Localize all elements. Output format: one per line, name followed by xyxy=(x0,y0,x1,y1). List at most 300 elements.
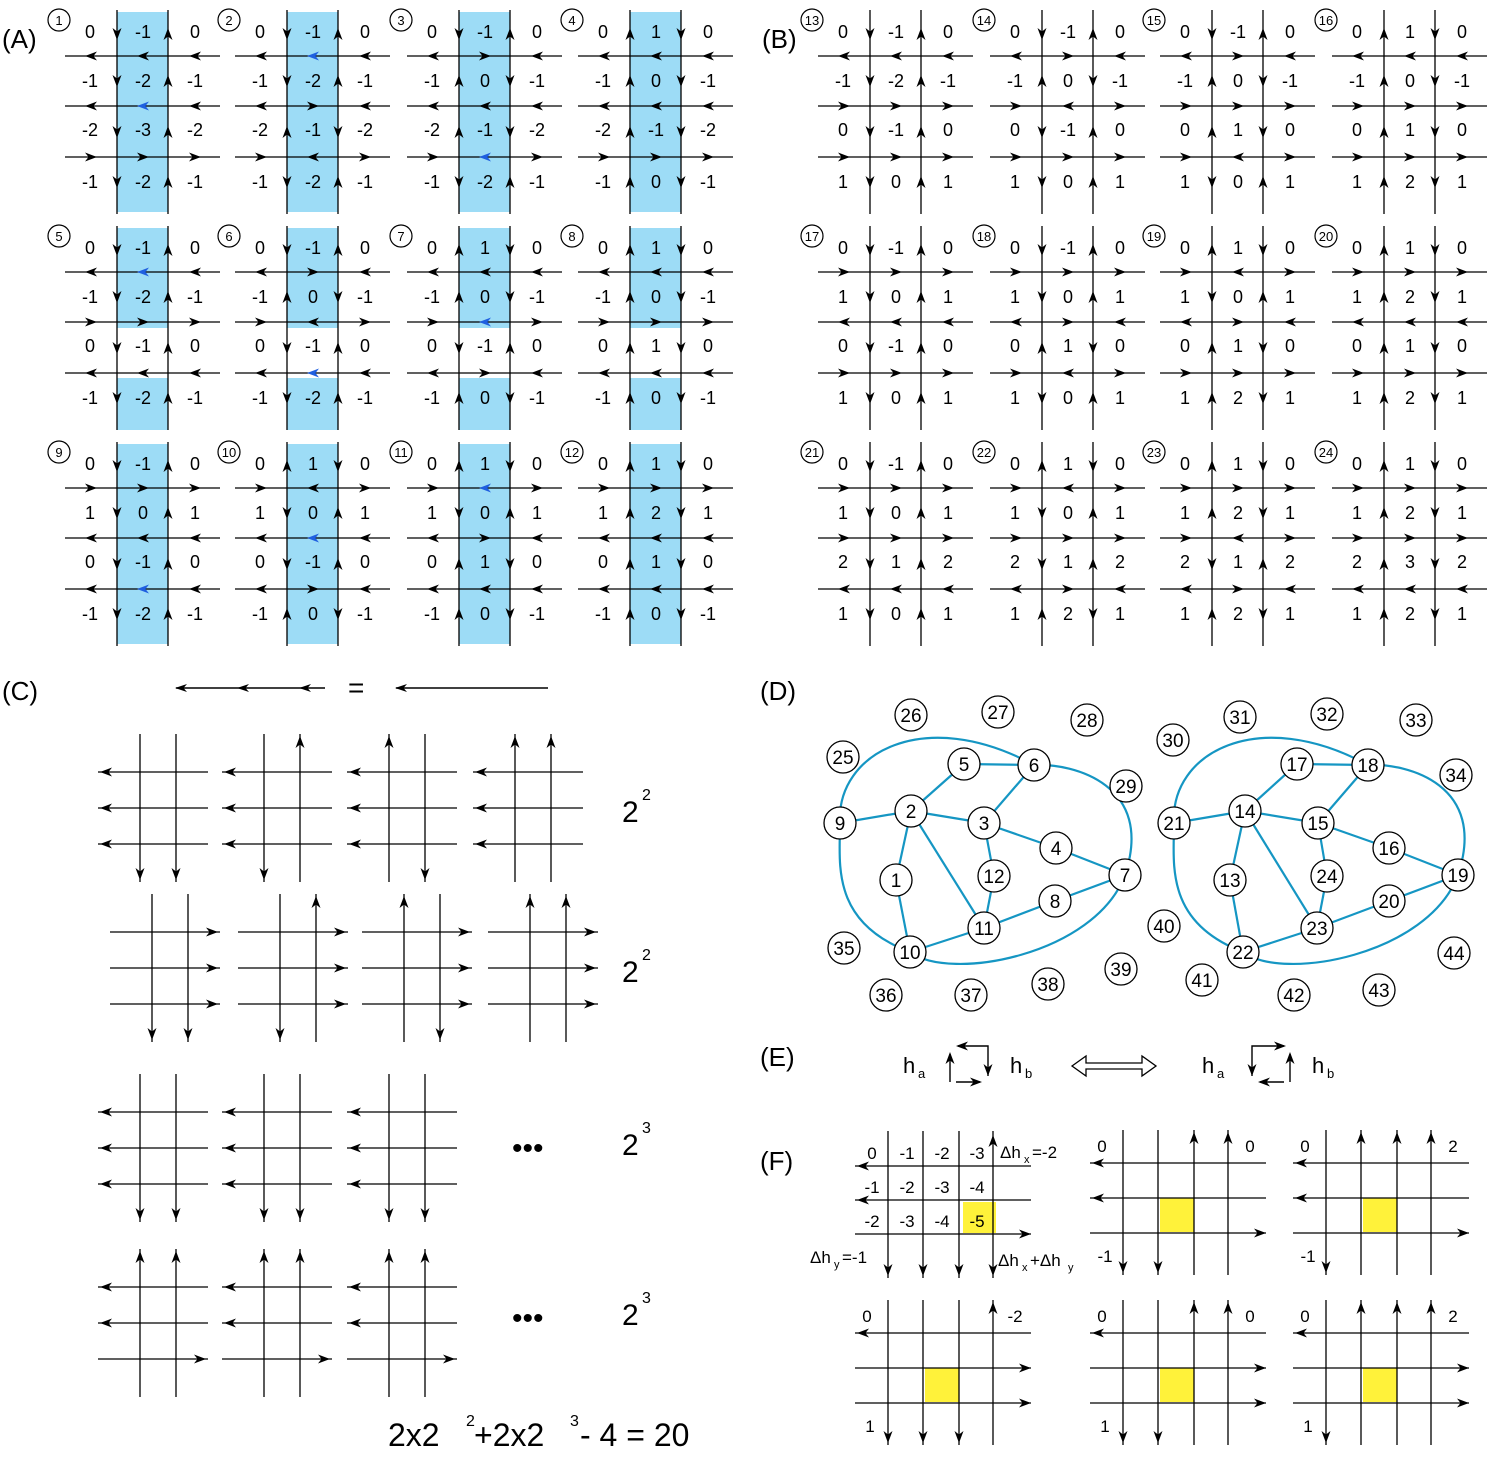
height-value: 0 xyxy=(359,336,371,356)
height-value: 0 xyxy=(426,454,438,474)
height-value: 0 xyxy=(254,454,266,474)
corner-value-tr: 0 xyxy=(1245,1137,1255,1156)
height-value: -1 xyxy=(134,454,152,474)
ellipsis-1: ••• xyxy=(512,1132,544,1165)
height-value: 1 xyxy=(1062,336,1074,356)
height-value: 1 xyxy=(837,388,849,408)
height-value: 0 xyxy=(1009,120,1021,140)
sum-sub-x: x xyxy=(1022,1262,1028,1274)
graph-node-43 xyxy=(1363,974,1395,1006)
svg-text:2: 2 xyxy=(622,956,639,989)
height-value: 0 xyxy=(1062,388,1074,408)
height-value: -1 xyxy=(423,388,441,408)
height-value: -1 xyxy=(1059,120,1077,140)
config-4 xyxy=(561,9,733,214)
height-value: -1 xyxy=(1281,71,1299,91)
config-number: 1 xyxy=(55,13,63,28)
configurations-ab xyxy=(48,9,1487,646)
config-5 xyxy=(48,225,220,430)
graph-node-28 xyxy=(1071,704,1103,736)
svg-text:2: 2 xyxy=(622,1299,639,1332)
height-value: 0 xyxy=(1179,336,1191,356)
height-value: -1 xyxy=(186,604,204,624)
height-value: 1 xyxy=(426,503,438,523)
height-value: 1 xyxy=(479,552,491,572)
vertex-config-c xyxy=(488,894,598,1042)
graph-node-36 xyxy=(870,979,902,1011)
graph-node-31 xyxy=(1224,701,1256,733)
height-value: -2 xyxy=(423,120,441,140)
height-value: 0 xyxy=(1351,336,1363,356)
vertex-config-c xyxy=(98,1249,208,1397)
height-value: 0 xyxy=(837,336,849,356)
hb-right: h xyxy=(1312,1053,1325,1078)
height-value: -1 xyxy=(594,172,612,192)
height-value: 0 xyxy=(702,238,714,258)
height-value: 2 xyxy=(1284,552,1296,572)
height-value: 0 xyxy=(1456,238,1468,258)
graph-node-8 xyxy=(1039,885,1071,917)
height-value: 1 xyxy=(1232,336,1244,356)
graph-node-37 xyxy=(955,979,987,1011)
graph-node-10 xyxy=(894,936,926,968)
height-value: 0 xyxy=(1114,120,1126,140)
height-value: 1 xyxy=(1009,172,1021,192)
config-number: 15 xyxy=(1146,13,1162,28)
config-2 xyxy=(218,9,390,214)
node-label: 17 xyxy=(1286,755,1308,776)
height-value: -1 xyxy=(476,120,494,140)
height-value: 1 xyxy=(1179,388,1191,408)
height-value: -1 xyxy=(699,71,717,91)
height-value: -2 xyxy=(251,120,269,140)
grid-height-value: -3 xyxy=(969,1144,985,1163)
height-value: 0 xyxy=(890,172,902,192)
height-value: 1 xyxy=(650,22,662,42)
height-value: 0 xyxy=(1351,22,1363,42)
delta-hx-label: Δh xyxy=(1000,1143,1021,1162)
node-label: 31 xyxy=(1229,708,1251,729)
node-label: 34 xyxy=(1445,766,1467,787)
height-value: 0 xyxy=(942,22,954,42)
graph-node-13 xyxy=(1214,864,1246,896)
node-label: 21 xyxy=(1163,814,1185,835)
height-value: 1 xyxy=(1179,287,1191,307)
height-value: 0 xyxy=(837,22,849,42)
height-value: 1 xyxy=(1404,22,1416,42)
graph-node-33 xyxy=(1400,704,1432,736)
graph-node-25 xyxy=(827,741,859,773)
node-label: 13 xyxy=(1219,871,1241,892)
graph-node-7 xyxy=(1109,859,1141,891)
config-3 xyxy=(390,9,562,214)
height-value: 1 xyxy=(479,238,491,258)
height-value: 1 xyxy=(1351,388,1363,408)
vertex-config-c xyxy=(473,734,583,882)
vertex-config-c xyxy=(347,1074,457,1222)
corner-value-bl: 1 xyxy=(1303,1417,1313,1436)
height-value: 0 xyxy=(1404,71,1416,91)
grid-height-value: -1 xyxy=(864,1178,880,1197)
grid-height-value: -4 xyxy=(969,1178,985,1197)
highlighted-plaquette xyxy=(1363,1198,1397,1232)
delta-hy-label: Δh xyxy=(810,1248,831,1267)
config-number: 21 xyxy=(804,445,820,460)
svg-text:3: 3 xyxy=(570,1413,579,1430)
height-value: 0 xyxy=(597,552,609,572)
height-value: 0 xyxy=(890,503,902,523)
height-value: 0 xyxy=(650,71,662,91)
height-value: 2 xyxy=(837,552,849,572)
node-label: 33 xyxy=(1405,711,1427,732)
grid-height-value: -3 xyxy=(899,1212,915,1231)
vertex-config-c xyxy=(222,1249,332,1397)
svg-text:2: 2 xyxy=(466,1413,475,1430)
config-21 xyxy=(801,441,973,646)
config-7 xyxy=(390,225,562,430)
graph-node-5 xyxy=(948,748,980,780)
height-value: 0 xyxy=(426,552,438,572)
grid-height-value: 0 xyxy=(867,1144,877,1163)
svg-text:a: a xyxy=(1217,1066,1225,1081)
node-label: 18 xyxy=(1357,756,1379,777)
panel-f xyxy=(810,1130,1469,1445)
height-value: -2 xyxy=(699,120,717,140)
height-value: -1 xyxy=(423,71,441,91)
height-value: 0 xyxy=(1284,336,1296,356)
corner-value-bl: -1 xyxy=(1300,1247,1316,1266)
height-value: -1 xyxy=(356,287,374,307)
node-label: 32 xyxy=(1316,705,1338,726)
height-value: 0 xyxy=(650,287,662,307)
node-label: 24 xyxy=(1316,867,1338,888)
height-value: -1 xyxy=(528,388,546,408)
height-value: -1 xyxy=(356,71,374,91)
height-value: -2 xyxy=(887,71,905,91)
delta-hx-value: =-2 xyxy=(1032,1143,1058,1162)
height-value: 1 xyxy=(1179,503,1191,523)
height-value: 0 xyxy=(1456,120,1468,140)
graph-node-34 xyxy=(1440,759,1472,791)
height-value: 2 xyxy=(1404,604,1416,624)
height-value: 2 xyxy=(1232,604,1244,624)
equals-sign: = xyxy=(348,672,365,703)
plaquette-diagram-5 xyxy=(1293,1300,1469,1445)
graph-node-26 xyxy=(895,699,927,731)
corner-value-tr: 2 xyxy=(1448,1307,1458,1326)
vertex-config-c xyxy=(222,734,332,882)
height-value: 0 xyxy=(1009,22,1021,42)
height-value: 1 xyxy=(1179,172,1191,192)
height-value: 0 xyxy=(890,604,902,624)
graph-node-39 xyxy=(1105,953,1137,985)
height-value: 1 xyxy=(1114,287,1126,307)
graph-node-21 xyxy=(1158,807,1190,839)
plaquette-loop-left xyxy=(946,1042,993,1087)
highlighted-plaquette xyxy=(1160,1198,1194,1232)
height-value: 0 xyxy=(650,604,662,624)
height-value: 2 xyxy=(1114,552,1126,572)
height-value: 0 xyxy=(479,71,491,91)
height-value: -1 xyxy=(887,120,905,140)
node-label: 11 xyxy=(974,919,994,940)
height-value: -1 xyxy=(528,71,546,91)
panel-label-c: (C) xyxy=(2,676,39,706)
height-value: 1 xyxy=(1456,388,1468,408)
node-label: 28 xyxy=(1076,711,1098,732)
config-number: 6 xyxy=(225,229,233,244)
height-value: 1 xyxy=(1456,172,1468,192)
height-value: 0 xyxy=(254,22,266,42)
height-value: 0 xyxy=(1009,336,1021,356)
height-value: 1 xyxy=(479,454,491,474)
height-value: -1 xyxy=(134,552,152,572)
height-value: -1 xyxy=(356,604,374,624)
height-value: 0 xyxy=(189,336,201,356)
graph-node-4 xyxy=(1040,832,1072,864)
corner-value-bl: 1 xyxy=(1100,1417,1110,1436)
height-value: -1 xyxy=(81,71,99,91)
sum-label: Δh xyxy=(998,1251,1019,1270)
height-value: 0 xyxy=(597,454,609,474)
node-label: 27 xyxy=(987,703,1009,724)
node-label: 15 xyxy=(1307,814,1329,835)
height-value: -1 xyxy=(887,238,905,258)
height-value: 0 xyxy=(942,120,954,140)
height-value: 0 xyxy=(479,388,491,408)
height-value: 1 xyxy=(1114,604,1126,624)
height-value: 0 xyxy=(1456,454,1468,474)
grid-height-value: -3 xyxy=(934,1178,950,1197)
height-value: -1 xyxy=(81,388,99,408)
node-label: 25 xyxy=(832,748,854,769)
node-label: 42 xyxy=(1283,986,1305,1007)
vertex-config-c xyxy=(347,1249,457,1397)
height-value: 0 xyxy=(597,238,609,258)
sum-sub-y: y xyxy=(1068,1262,1074,1274)
delta-hx-sub: x xyxy=(1024,1154,1030,1166)
height-value: 0 xyxy=(702,22,714,42)
plaquette-diagram-4 xyxy=(1090,1300,1266,1445)
height-value: 1 xyxy=(307,454,319,474)
height-value: 2 xyxy=(1404,287,1416,307)
config-number: 16 xyxy=(1318,13,1334,28)
node-label: 4 xyxy=(1050,839,1062,860)
node-label: 10 xyxy=(899,943,921,964)
height-value: 0 xyxy=(837,238,849,258)
graph-node-32 xyxy=(1311,698,1343,730)
height-value: 1 xyxy=(1404,238,1416,258)
corner-value-tl: 0 xyxy=(1300,1307,1310,1326)
height-value: 2 xyxy=(1404,388,1416,408)
config-24 xyxy=(1315,441,1487,646)
panel-e xyxy=(903,1042,1334,1087)
height-value: -1 xyxy=(699,172,717,192)
node-label: 3 xyxy=(978,814,990,835)
height-value: -2 xyxy=(304,71,322,91)
highlighted-plaquette xyxy=(1363,1368,1397,1402)
height-value: -1 xyxy=(356,172,374,192)
height-value: 1 xyxy=(1284,172,1296,192)
height-value: -1 xyxy=(186,388,204,408)
plaquette-loop-right xyxy=(1248,1042,1295,1087)
grid-height-value: -1 xyxy=(899,1144,915,1163)
vertex-config-c xyxy=(98,1074,208,1222)
height-value: 0 xyxy=(479,503,491,523)
node-label: 43 xyxy=(1368,981,1390,1002)
height-value: 0 xyxy=(1232,71,1244,91)
node-label: 14 xyxy=(1234,802,1256,823)
loop-segment xyxy=(958,1046,988,1076)
height-value: 0 xyxy=(890,287,902,307)
height-value: -1 xyxy=(476,336,494,356)
config-number: 24 xyxy=(1318,445,1334,460)
height-value: 0 xyxy=(189,454,201,474)
height-value: -1 xyxy=(528,604,546,624)
height-value: -1 xyxy=(594,287,612,307)
graph-node-38 xyxy=(1032,968,1064,1000)
height-value: 0 xyxy=(942,454,954,474)
height-value: 0 xyxy=(84,454,96,474)
graph-node-14 xyxy=(1229,795,1261,827)
height-value: 2 xyxy=(1179,552,1191,572)
height-value: 1 xyxy=(890,552,902,572)
height-value: 0 xyxy=(254,336,266,356)
vertex-config-c xyxy=(98,734,208,882)
panel-label-b: (B) xyxy=(762,24,797,54)
config-number: 14 xyxy=(976,13,992,28)
height-value: 0 xyxy=(1114,336,1126,356)
height-value: 1 xyxy=(1232,120,1244,140)
height-value: -1 xyxy=(186,172,204,192)
graph-node-2 xyxy=(895,795,927,827)
corner-value-tr: -2 xyxy=(1007,1307,1023,1326)
height-value: 1 xyxy=(942,287,954,307)
height-value: 0 xyxy=(1009,238,1021,258)
delta-hy-sub: y xyxy=(834,1259,840,1271)
height-value: 0 xyxy=(254,238,266,258)
height-value: 0 xyxy=(1351,238,1363,258)
height-value: 0 xyxy=(1232,172,1244,192)
height-value: 2 xyxy=(650,503,662,523)
height-value: -1 xyxy=(304,238,322,258)
height-value: 0 xyxy=(531,454,543,474)
height-value: -1 xyxy=(251,172,269,192)
graph-node-16 xyxy=(1373,832,1405,864)
height-value: 1 xyxy=(942,604,954,624)
height-value: 1 xyxy=(531,503,543,523)
vertex-config-c xyxy=(347,734,457,882)
svg-text:3: 3 xyxy=(642,1120,651,1137)
corner-value-tl: 0 xyxy=(1097,1137,1107,1156)
height-value: 0 xyxy=(479,287,491,307)
node-label: 44 xyxy=(1443,944,1465,965)
config-12 xyxy=(561,441,733,646)
height-value: 0 xyxy=(1114,454,1126,474)
height-value: 0 xyxy=(531,22,543,42)
height-value: -1 xyxy=(134,336,152,356)
height-value: 1 xyxy=(1456,503,1468,523)
height-value: 0 xyxy=(189,22,201,42)
height-value: 0 xyxy=(84,552,96,572)
height-value: 2 xyxy=(1232,388,1244,408)
corner-value-bl: 1 xyxy=(865,1417,875,1436)
graph-node-3 xyxy=(968,807,1000,839)
height-value: -1 xyxy=(699,388,717,408)
height-value: 1 xyxy=(837,604,849,624)
config-number: 18 xyxy=(976,229,992,244)
height-value: 0 xyxy=(1114,22,1126,42)
height-value: 0 xyxy=(1179,454,1191,474)
height-value: 3 xyxy=(1404,552,1416,572)
height-value: 1 xyxy=(1009,388,1021,408)
graph-node-22 xyxy=(1227,936,1259,968)
height-value: 0 xyxy=(426,22,438,42)
node-label: 7 xyxy=(1119,866,1131,887)
height-value: -1 xyxy=(887,336,905,356)
height-value: -1 xyxy=(1111,71,1129,91)
height-value: 0 xyxy=(1114,238,1126,258)
height-value: -1 xyxy=(251,604,269,624)
height-value: 2 xyxy=(942,552,954,572)
row-label-3 xyxy=(622,1120,651,1162)
node-label: 40 xyxy=(1153,917,1175,938)
plaquette-diagram-1 xyxy=(1090,1130,1266,1275)
height-value: 0 xyxy=(84,22,96,42)
vertex-config-c xyxy=(110,894,220,1042)
panel-label-e: (E) xyxy=(760,1042,795,1072)
height-value: 0 xyxy=(1179,22,1191,42)
ha-right: h xyxy=(1202,1053,1215,1078)
height-value: -1 xyxy=(1006,71,1024,91)
height-value: 0 xyxy=(1062,71,1074,91)
node-label: 39 xyxy=(1110,960,1132,981)
graph-node-29 xyxy=(1110,770,1142,802)
svg-text:2x2: 2x2 xyxy=(388,1417,440,1453)
height-value: 0 xyxy=(890,388,902,408)
height-value: 1 xyxy=(1284,604,1296,624)
svg-text:3: 3 xyxy=(642,1290,651,1307)
height-value: 1 xyxy=(597,503,609,523)
height-value: 0 xyxy=(479,604,491,624)
height-value: 0 xyxy=(597,22,609,42)
corner-value-tr: 2 xyxy=(1448,1137,1458,1156)
graph-node-27 xyxy=(982,696,1014,728)
highlighted-plaquette xyxy=(925,1368,959,1402)
config-number: 9 xyxy=(55,445,63,460)
height-value: 0 xyxy=(1351,454,1363,474)
graph-node-19 xyxy=(1442,859,1474,891)
height-value: 1 xyxy=(189,503,201,523)
height-value: 1 xyxy=(1232,454,1244,474)
height-value: -3 xyxy=(134,120,152,140)
grid-height-value: -2 xyxy=(864,1212,880,1231)
ha-left: h xyxy=(903,1053,916,1078)
height-value: 2 xyxy=(1232,503,1244,523)
height-value: 0 xyxy=(942,336,954,356)
config-number: 2 xyxy=(225,13,233,28)
svg-text:b: b xyxy=(1327,1066,1335,1081)
hb-left: h xyxy=(1010,1053,1023,1078)
node-label: 38 xyxy=(1037,975,1059,996)
height-value: 1 xyxy=(1232,238,1244,258)
sum-plus: +Δh xyxy=(1030,1251,1061,1270)
height-value: -1 xyxy=(699,604,717,624)
node-label: 37 xyxy=(960,986,982,1007)
node-label: 22 xyxy=(1232,943,1254,964)
config-19 xyxy=(1143,225,1315,430)
config-6 xyxy=(218,225,390,430)
